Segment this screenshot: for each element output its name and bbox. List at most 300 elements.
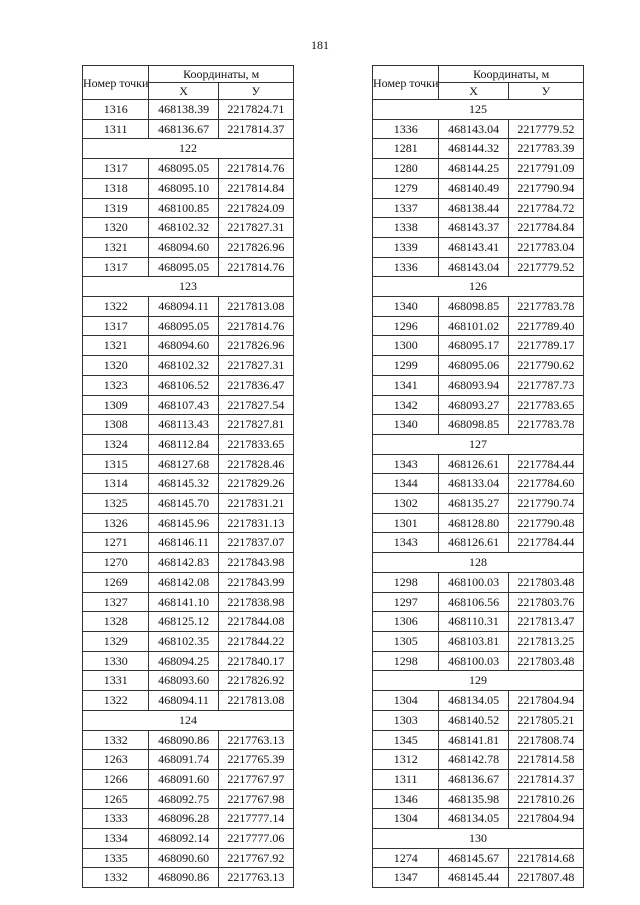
x-coordinate-cell: 468125.12 <box>149 612 218 632</box>
table-body <box>83 100 294 888</box>
y-coordinate-cell: 2217767.97 <box>218 769 293 789</box>
table-row <box>83 356 294 376</box>
table-row <box>373 710 584 730</box>
table-row <box>83 572 294 592</box>
table-row <box>83 868 294 888</box>
point-number-cell: 1338 <box>373 218 439 238</box>
y-coordinate-cell: 2217789.40 <box>508 316 583 336</box>
table-row <box>373 533 584 553</box>
table-row <box>373 848 584 868</box>
y-coordinate-cell: 2217784.60 <box>508 474 583 494</box>
table-row <box>83 829 294 849</box>
x-coordinate-cell: 468095.10 <box>149 178 218 198</box>
x-coordinate-cell: 468143.04 <box>439 257 508 277</box>
x-coordinate-cell: 468094.11 <box>149 691 218 711</box>
x-coordinate-cell: 468102.32 <box>149 218 218 238</box>
table-row <box>373 139 584 159</box>
y-coordinate-cell: 2217787.73 <box>508 375 583 395</box>
table-row <box>373 237 584 257</box>
y-coordinate-cell: 2217803.48 <box>508 572 583 592</box>
point-number-cell: 1317 <box>83 257 149 277</box>
y-coordinate-cell: 2217827.31 <box>218 356 293 376</box>
x-coordinate-cell: 468126.61 <box>439 533 508 553</box>
point-number-cell: 1322 <box>83 297 149 317</box>
x-coordinate-cell: 468133.04 <box>439 474 508 494</box>
x-coordinate-cell: 468093.27 <box>439 395 508 415</box>
point-number-cell: 1309 <box>83 395 149 415</box>
y-coordinate-cell: 2217767.92 <box>218 848 293 868</box>
y-coordinate-cell: 2217808.74 <box>508 730 583 750</box>
x-coordinate-cell: 468094.11 <box>149 297 218 317</box>
y-header: У <box>218 83 293 100</box>
point-number-cell: 1281 <box>373 139 439 159</box>
point-number-cell: 1337 <box>373 198 439 218</box>
table-row <box>83 336 294 356</box>
point-number-cell: 1346 <box>373 789 439 809</box>
table-row <box>83 100 294 120</box>
x-coordinate-cell: 468141.81 <box>439 730 508 750</box>
point-number-cell: 1317 <box>83 159 149 179</box>
table-row <box>83 750 294 770</box>
point-number-cell: 1319 <box>83 198 149 218</box>
x-coordinate-cell: 468095.17 <box>439 336 508 356</box>
table-row <box>83 178 294 198</box>
point-number-cell: 1265 <box>83 789 149 809</box>
x-coordinate-cell: 468094.25 <box>149 651 218 671</box>
point-number-cell: 1335 <box>83 848 149 868</box>
x-coordinate-cell: 468100.03 <box>439 572 508 592</box>
point-number-cell: 1325 <box>83 494 149 514</box>
y-coordinate-cell: 2217814.76 <box>218 159 293 179</box>
table-row <box>83 631 294 651</box>
table-row <box>373 592 584 612</box>
page-number: 181 <box>311 38 329 52</box>
y-coordinate-cell: 2217807.48 <box>508 868 583 888</box>
table-row <box>373 415 584 435</box>
table-row <box>83 730 294 750</box>
x-coordinate-cell: 468098.85 <box>439 297 508 317</box>
point-number-cell: 1320 <box>83 218 149 238</box>
table-row <box>83 395 294 415</box>
x-coordinate-cell: 468100.85 <box>149 198 218 218</box>
table-row <box>373 257 584 277</box>
point-number-cell: 1302 <box>373 494 439 514</box>
x-coordinate-cell: 468136.67 <box>439 769 508 789</box>
x-coordinate-cell: 468090.86 <box>149 868 218 888</box>
y-coordinate-cell: 2217824.71 <box>218 100 293 120</box>
y-coordinate-cell: 2217827.31 <box>218 218 293 238</box>
point-number-cell: 1330 <box>83 651 149 671</box>
group-row <box>373 434 584 454</box>
x-coordinate-cell: 468110.31 <box>439 612 508 632</box>
y-coordinate-cell: 2217765.39 <box>218 750 293 770</box>
table-row <box>373 375 584 395</box>
point-number-cell: 1329 <box>83 631 149 651</box>
x-coordinate-cell: 468090.60 <box>149 848 218 868</box>
table-row <box>373 336 584 356</box>
table-row <box>373 809 584 829</box>
y-coordinate-cell: 2217813.08 <box>218 691 293 711</box>
point-number-cell: 1344 <box>373 474 439 494</box>
x-coordinate-cell: 468100.03 <box>439 651 508 671</box>
x-coordinate-cell: 468142.08 <box>149 572 218 592</box>
point-number-cell: 1320 <box>83 356 149 376</box>
y-coordinate-cell: 2217837.07 <box>218 533 293 553</box>
y-coordinate-cell: 2217783.65 <box>508 395 583 415</box>
point-number-cell: 1340 <box>373 415 439 435</box>
header-row <box>373 66 584 83</box>
table-row <box>373 474 584 494</box>
y-coordinate-cell: 2217779.52 <box>508 257 583 277</box>
point-number-cell: 1306 <box>373 612 439 632</box>
table-row <box>83 848 294 868</box>
point-number-cell: 1312 <box>373 750 439 770</box>
y-coordinate-cell: 2217784.72 <box>508 198 583 218</box>
table-row <box>83 198 294 218</box>
coordinates-table-left <box>82 65 294 888</box>
y-coordinate-cell: 2217791.09 <box>508 159 583 179</box>
table-row <box>373 316 584 336</box>
group-label: 126 <box>373 277 584 297</box>
y-coordinate-cell: 2217829.26 <box>218 474 293 494</box>
y-coordinate-cell: 2217824.09 <box>218 198 293 218</box>
x-coordinate-cell: 468106.52 <box>149 375 218 395</box>
y-header: У <box>508 83 583 100</box>
group-row <box>83 139 294 159</box>
table-row <box>83 237 294 257</box>
table-row <box>83 691 294 711</box>
x-coordinate-cell: 468112.84 <box>149 434 218 454</box>
y-coordinate-cell: 2217814.76 <box>218 257 293 277</box>
table-row <box>373 612 584 632</box>
x-coordinate-cell: 468140.49 <box>439 178 508 198</box>
coordinates-header: Координаты, м <box>149 66 294 83</box>
y-coordinate-cell: 2217831.13 <box>218 513 293 533</box>
table-row <box>373 178 584 198</box>
table-body <box>373 100 584 888</box>
point-number-cell: 1297 <box>373 592 439 612</box>
x-coordinate-cell: 468135.27 <box>439 494 508 514</box>
x-coordinate-cell: 468092.14 <box>149 829 218 849</box>
y-coordinate-cell: 2217828.46 <box>218 454 293 474</box>
x-header: X <box>439 83 508 100</box>
x-coordinate-cell: 468143.37 <box>439 218 508 238</box>
y-coordinate-cell: 2217763.13 <box>218 730 293 750</box>
x-coordinate-cell: 468091.60 <box>149 769 218 789</box>
y-coordinate-cell: 2217767.98 <box>218 789 293 809</box>
point-number-cell: 1347 <box>373 868 439 888</box>
y-coordinate-cell: 2217784.84 <box>508 218 583 238</box>
table-row <box>373 395 584 415</box>
header-row <box>83 66 294 83</box>
table-row <box>373 198 584 218</box>
point-number-cell: 1321 <box>83 336 149 356</box>
x-coordinate-cell: 468142.83 <box>149 553 218 573</box>
point-number-cell: 1311 <box>83 119 149 139</box>
point-number-cell: 1336 <box>373 119 439 139</box>
x-coordinate-cell: 468146.11 <box>149 533 218 553</box>
x-coordinate-cell: 468127.68 <box>149 454 218 474</box>
group-row <box>373 829 584 849</box>
point-number-cell: 1269 <box>83 572 149 592</box>
table-row <box>83 434 294 454</box>
table-row <box>83 769 294 789</box>
y-coordinate-cell: 2217826.96 <box>218 237 293 257</box>
group-row <box>83 710 294 730</box>
y-coordinate-cell: 2217777.14 <box>218 809 293 829</box>
table-row <box>83 671 294 691</box>
x-coordinate-cell: 468134.05 <box>439 691 508 711</box>
table-row <box>83 297 294 317</box>
y-coordinate-cell: 2217831.21 <box>218 494 293 514</box>
point-number-header: Номер точки <box>83 66 149 100</box>
point-number-cell: 1303 <box>373 710 439 730</box>
x-coordinate-cell: 468135.98 <box>439 789 508 809</box>
table-row <box>373 868 584 888</box>
x-coordinate-cell: 468145.32 <box>149 474 218 494</box>
y-coordinate-cell: 2217836.47 <box>218 375 293 395</box>
y-coordinate-cell: 2217789.17 <box>508 336 583 356</box>
table-row <box>373 454 584 474</box>
y-coordinate-cell: 2217833.65 <box>218 434 293 454</box>
group-label: 124 <box>83 710 294 730</box>
y-coordinate-cell: 2217805.21 <box>508 710 583 730</box>
table-row <box>83 494 294 514</box>
point-number-cell: 1316 <box>83 100 149 120</box>
point-number-cell: 1270 <box>83 553 149 573</box>
y-coordinate-cell: 2217779.52 <box>508 119 583 139</box>
x-coordinate-cell: 468095.05 <box>149 257 218 277</box>
table-row <box>373 730 584 750</box>
point-number-cell: 1296 <box>373 316 439 336</box>
table-row <box>373 356 584 376</box>
table-row <box>83 159 294 179</box>
y-coordinate-cell: 2217827.81 <box>218 415 293 435</box>
point-number-cell: 1274 <box>373 848 439 868</box>
x-coordinate-cell: 468144.32 <box>439 139 508 159</box>
table-row <box>373 750 584 770</box>
y-coordinate-cell: 2217783.78 <box>508 415 583 435</box>
point-number-cell: 1331 <box>83 671 149 691</box>
point-number-cell: 1328 <box>83 612 149 632</box>
y-coordinate-cell: 2217783.78 <box>508 297 583 317</box>
x-coordinate-cell: 468128.80 <box>439 513 508 533</box>
table-row <box>83 612 294 632</box>
table-row <box>373 789 584 809</box>
point-number-cell: 1326 <box>83 513 149 533</box>
y-coordinate-cell: 2217763.13 <box>218 868 293 888</box>
x-coordinate-cell: 468107.43 <box>149 395 218 415</box>
table-row <box>373 769 584 789</box>
point-number-cell: 1322 <box>83 691 149 711</box>
x-coordinate-cell: 468101.02 <box>439 316 508 336</box>
y-coordinate-cell: 2217790.94 <box>508 178 583 198</box>
table-row <box>83 553 294 573</box>
group-label: 128 <box>373 553 584 573</box>
group-label: 123 <box>83 277 294 297</box>
point-number-cell: 1271 <box>83 533 149 553</box>
x-coordinate-cell: 468093.60 <box>149 671 218 691</box>
table-row <box>373 119 584 139</box>
y-coordinate-cell: 2217790.62 <box>508 356 583 376</box>
point-number-cell: 1345 <box>373 730 439 750</box>
coordinates-table-right <box>372 65 584 888</box>
x-coordinate-cell: 468126.61 <box>439 454 508 474</box>
table-row <box>373 494 584 514</box>
y-coordinate-cell: 2217843.99 <box>218 572 293 592</box>
table-row <box>83 513 294 533</box>
point-number-cell: 1336 <box>373 257 439 277</box>
point-number-cell: 1311 <box>373 769 439 789</box>
table-row <box>373 572 584 592</box>
y-coordinate-cell: 2217804.94 <box>508 809 583 829</box>
table-row <box>83 651 294 671</box>
x-coordinate-cell: 468143.41 <box>439 237 508 257</box>
x-coordinate-cell: 468143.04 <box>439 119 508 139</box>
y-coordinate-cell: 2217813.47 <box>508 612 583 632</box>
point-number-cell: 1318 <box>83 178 149 198</box>
y-coordinate-cell: 2217813.08 <box>218 297 293 317</box>
y-coordinate-cell: 2217814.37 <box>508 769 583 789</box>
y-coordinate-cell: 2217814.37 <box>218 119 293 139</box>
y-coordinate-cell: 2217843.98 <box>218 553 293 573</box>
point-number-cell: 1323 <box>83 375 149 395</box>
x-coordinate-cell: 468094.60 <box>149 237 218 257</box>
y-coordinate-cell: 2217783.04 <box>508 237 583 257</box>
table-row <box>83 119 294 139</box>
point-number-cell: 1305 <box>373 631 439 651</box>
x-coordinate-cell: 468094.60 <box>149 336 218 356</box>
x-coordinate-cell: 468093.94 <box>439 375 508 395</box>
x-coordinate-cell: 468142.78 <box>439 750 508 770</box>
point-number-cell: 1308 <box>83 415 149 435</box>
group-label: 125 <box>373 100 584 120</box>
x-coordinate-cell: 468138.44 <box>439 198 508 218</box>
y-coordinate-cell: 2217813.25 <box>508 631 583 651</box>
group-label: 130 <box>373 829 584 849</box>
x-coordinate-cell: 468091.74 <box>149 750 218 770</box>
y-coordinate-cell: 2217826.96 <box>218 336 293 356</box>
x-coordinate-cell: 468145.67 <box>439 848 508 868</box>
y-coordinate-cell: 2217803.48 <box>508 651 583 671</box>
y-coordinate-cell: 2217814.58 <box>508 750 583 770</box>
table-row <box>373 513 584 533</box>
x-coordinate-cell: 468106.56 <box>439 592 508 612</box>
point-number-cell: 1334 <box>83 829 149 849</box>
point-number-cell: 1332 <box>83 730 149 750</box>
y-coordinate-cell: 2217838.98 <box>218 592 293 612</box>
point-number-cell: 1327 <box>83 592 149 612</box>
table-row <box>83 454 294 474</box>
point-number-cell: 1333 <box>83 809 149 829</box>
table-row <box>373 631 584 651</box>
x-coordinate-cell: 468113.43 <box>149 415 218 435</box>
table-row <box>373 159 584 179</box>
group-label: 127 <box>373 434 584 454</box>
table-row <box>373 218 584 238</box>
point-number-cell: 1341 <box>373 375 439 395</box>
y-coordinate-cell: 2217840.17 <box>218 651 293 671</box>
x-coordinate-cell: 468092.75 <box>149 789 218 809</box>
point-number-cell: 1280 <box>373 159 439 179</box>
point-number-cell: 1340 <box>373 297 439 317</box>
x-coordinate-cell: 468102.35 <box>149 631 218 651</box>
y-coordinate-cell: 2217804.94 <box>508 691 583 711</box>
table-row <box>83 257 294 277</box>
point-number-cell: 1342 <box>373 395 439 415</box>
x-coordinate-cell: 468095.05 <box>149 316 218 336</box>
table-row <box>83 533 294 553</box>
y-coordinate-cell: 2217790.48 <box>508 513 583 533</box>
table-row <box>83 789 294 809</box>
y-coordinate-cell: 2217814.68 <box>508 848 583 868</box>
y-coordinate-cell: 2217790.74 <box>508 494 583 514</box>
point-number-cell: 1343 <box>373 454 439 474</box>
table-row <box>83 316 294 336</box>
point-number-cell: 1266 <box>83 769 149 789</box>
group-label: 129 <box>373 671 584 691</box>
x-coordinate-cell: 468145.96 <box>149 513 218 533</box>
group-row <box>373 277 584 297</box>
y-coordinate-cell: 2217784.44 <box>508 454 583 474</box>
x-coordinate-cell: 468136.67 <box>149 119 218 139</box>
point-number-cell: 1321 <box>83 237 149 257</box>
point-number-cell: 1300 <box>373 336 439 356</box>
y-coordinate-cell: 2217810.26 <box>508 789 583 809</box>
point-number-cell: 1279 <box>373 178 439 198</box>
x-coordinate-cell: 468141.10 <box>149 592 218 612</box>
point-number-cell: 1263 <box>83 750 149 770</box>
table-row <box>83 415 294 435</box>
x-coordinate-cell: 468090.86 <box>149 730 218 750</box>
y-coordinate-cell: 2217844.22 <box>218 631 293 651</box>
x-header: X <box>149 83 218 100</box>
x-coordinate-cell: 468095.06 <box>439 356 508 376</box>
x-coordinate-cell: 468095.05 <box>149 159 218 179</box>
point-number-cell: 1315 <box>83 454 149 474</box>
group-label: 122 <box>83 139 294 159</box>
y-coordinate-cell: 2217827.54 <box>218 395 293 415</box>
point-number-cell: 1298 <box>373 651 439 671</box>
x-coordinate-cell: 468144.25 <box>439 159 508 179</box>
point-number-cell: 1314 <box>83 474 149 494</box>
coordinates-header: Координаты, м <box>439 66 584 83</box>
y-coordinate-cell: 2217814.76 <box>218 316 293 336</box>
group-row <box>83 277 294 297</box>
y-coordinate-cell: 2217826.92 <box>218 671 293 691</box>
point-number-cell: 1304 <box>373 809 439 829</box>
table-row <box>83 375 294 395</box>
group-row <box>373 553 584 573</box>
point-number-cell: 1324 <box>83 434 149 454</box>
y-coordinate-cell: 2217814.84 <box>218 178 293 198</box>
table-row <box>83 592 294 612</box>
y-coordinate-cell: 2217783.39 <box>508 139 583 159</box>
point-number-cell: 1339 <box>373 237 439 257</box>
point-number-cell: 1299 <box>373 356 439 376</box>
point-number-cell: 1343 <box>373 533 439 553</box>
x-coordinate-cell: 468134.05 <box>439 809 508 829</box>
table-row <box>373 297 584 317</box>
point-number-cell: 1317 <box>83 316 149 336</box>
y-coordinate-cell: 2217784.44 <box>508 533 583 553</box>
x-coordinate-cell: 468145.44 <box>439 868 508 888</box>
x-coordinate-cell: 468140.52 <box>439 710 508 730</box>
group-row <box>373 100 584 120</box>
point-number-cell: 1332 <box>83 868 149 888</box>
y-coordinate-cell: 2217777.06 <box>218 829 293 849</box>
table-row <box>373 691 584 711</box>
